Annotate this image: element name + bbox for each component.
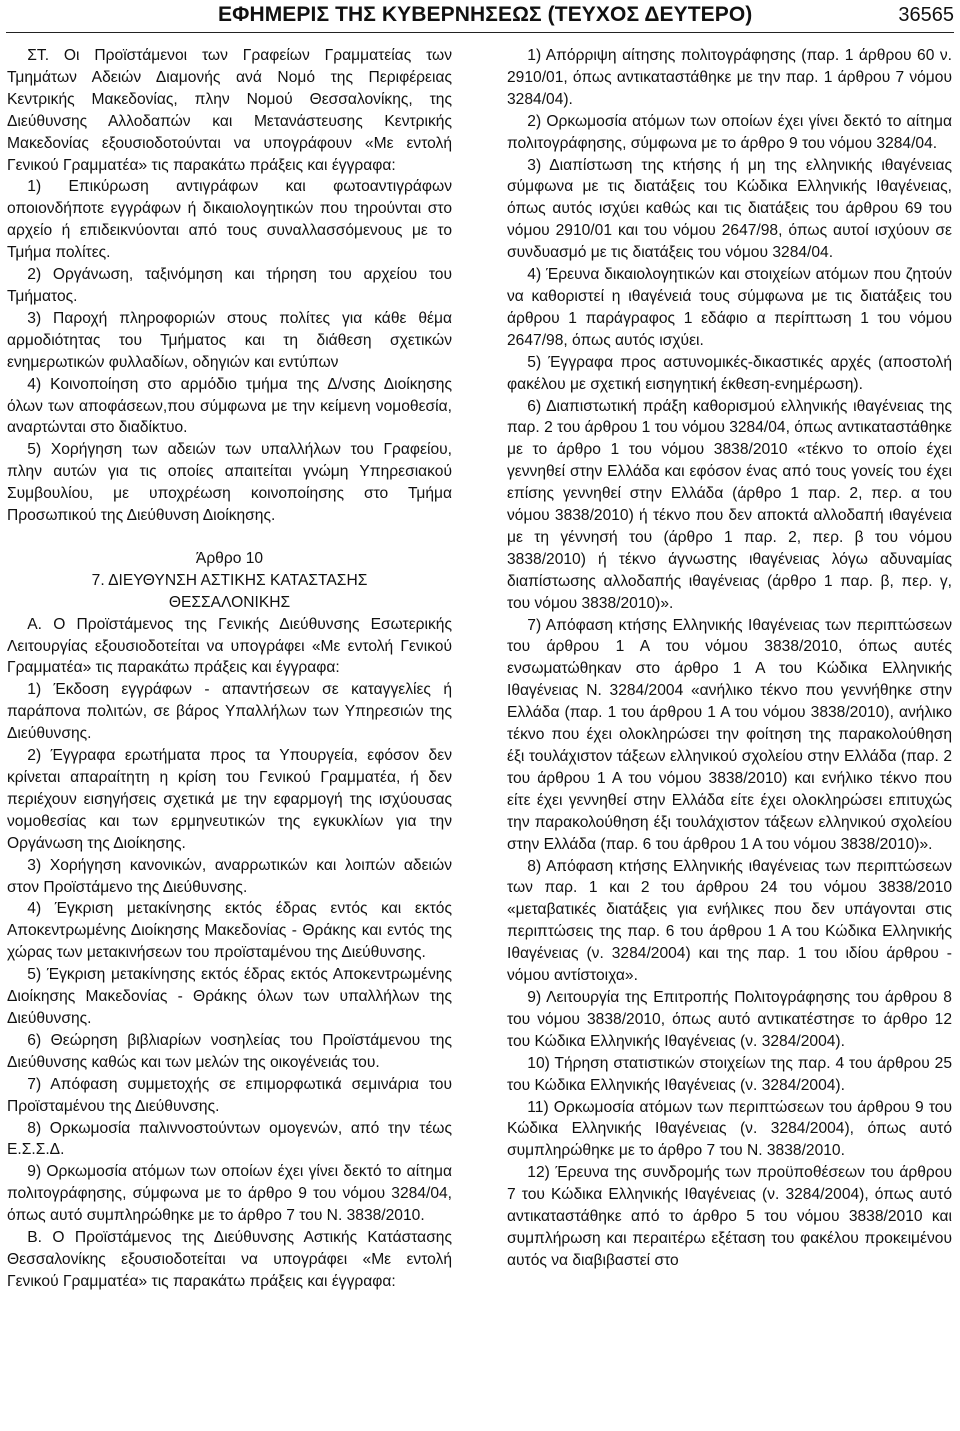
- paragraph: 3) Παροχή πληροφοριών στους πολίτες για κάθε θέμα αρμοδιότητας του Τμήματος και τη διάθεση σχετικών ενημερωτικών φυλλαδίων, οδηγιών και εντύπων: [7, 309, 452, 371]
- paragraph: Β. Ο Προϊστάμενος της Διεύθυνσης Αστικής Κατάστασης Θεσσαλονίκης εξουσιοδοτείται να υπογράφει «Με εντολή Γενικού Γραμματέα» τις παρακάτω πράξεις και έγγραφα:: [7, 1229, 452, 1290]
- paragraph: 9) Λειτουργία της Επιτροπής Πολιτογράφησης του άρθρου 8 του νόμου 3838/2010, όπως αυτό αντικατέστησε το άρθρο 12 του Κώδικα Ελληνικής Ιθαγένειας (ν. 3284/2004).: [507, 988, 952, 1050]
- paragraph: 11) Ορκωμοσία ατόμων των περιπτώσεων του άρθρου 9 του Κώδικα Ελληνικής Ιθαγένειας (ν. 3284/2004), όπως αυτό συμπληρώθηκε με το άρθρο 7 του Ν. 3838/2010.: [507, 1098, 952, 1160]
- page-number: 36565: [898, 4, 954, 26]
- right-column: [507, 45, 952, 1272]
- paragraph: 4) Κοινοποίηση στο αρμόδιο τμήμα της Δ/νσης Διοίκησης όλων των αποφάσεων,που σύμφωνα με την κείμενη νομοθεσία, αναρτώνται στο διαδίκτυο.: [7, 375, 452, 437]
- paragraph: Α. Ο Προϊστάμενος της Γενικής Διεύθυνσης Εσωτερικής Λειτουργίας εξουσιοδοτείται να υπογράφει «Με εντολή Γενικού Γραμματέα» τις παρακάτω πράξεις και έγγραφα:: [7, 615, 452, 677]
- paragraph: 12) Έρευνα της συνδρομής των προϋποθέσεων του άρθρου 7 του Κώδικα Ελληνικής Ιθαγένειας (ν. 3284/2004), όπως αυτό αντικαταστάθηκε από το άρθρο 5 του νόμου 3838/2010 και συμπλήρωση και περαιτέρω εξέταση του φακέλου προκειμένου αυτός να διαβιβαστεί στο: [507, 1164, 952, 1269]
- gazette-title: ΕΦΗΜΕΡΙΣ ΤΗΣ ΚΥΒΕΡΝΗΣΕΩΣ (ΤΕΥΧΟΣ ΔΕΥΤΕΡΟ): [218, 3, 753, 26]
- page-header: [0, 0, 960, 34]
- paragraph: 1) Έκδοση εγγράφων - απαντήσεων σε καταγγελίες ή παράπονα πολιτών, σε βάρος Υπαλλήλων των Υπηρεσιών της Διεύθυνσης.: [7, 681, 452, 743]
- paragraph: ΣΤ. Οι Προϊστάμενοι των Γραφείων Γραμματείας των Τμημάτων Αδειών Διαμονής ανά Νομό της Περιφέρειας Κεντρικής Μακεδονίας, πλην Νομού Θεσσαλονίκης, της Διεύθυνσης Αλλοδαπών και Μετανάστευσης Κεντρικής Μακεδονίας εξουσιοδοτούνται να υπογράφουν «Με εντολή Γενικού Γραμματέα» τις παρακάτω πράξεις και έγγραφα:: [7, 47, 452, 174]
- paragraph: 4) Έρευνα δικαιολογητικών και στοιχείων ατόμων που ζητούν να καθοριστεί η ιθαγένειά τους σύμφωνα με τις διατάξεις του άρθρου 1 παράγραφος 1 εδάφιο α περίπτωση 1 του νόμου 2647/98, όπως αυτός ισχύει.: [507, 266, 952, 349]
- section-title: 7. ΔΙΕΥΘΥΝΣΗ ΑΣΤΙΚΗΣ ΚΑΤΑΣΤΑΣΗΣ: [91, 571, 368, 589]
- paragraph: 6) Διαπιστωτική πράξη καθορισμού ελληνικής ιθαγένειας της παρ. 2 του άρθρου 1 του νόμου 3284/04, όπως αντικαταστάθηκε με το άρθρο 1 του νόμου 3838/2010 «τέκνο το οποίο έχει γεννηθεί στην Ελλάδα και εφόσον ένας από τους γονείς του έχει επίσης γεννηθεί στην Ελλάδα (άρθρο 1 παρ. 2, περ. α του νόμου 3838/2010) ή τέκνο που δεν αποκτά αλλοδαπή ιθαγένεια με τη γέννησή του (άρθρο 1 παρ. 2, περ. β του νόμου 3838/2010) ή τέκνο άγνωστης ιθαγένειας λόγω αδυναμίας διαπίστωσης αλλοδαπής ιθαγένειας (άρθρο 1 παρ. β, περ. γ, του νόμου 3838/2010)».: [507, 397, 952, 612]
- paragraph: 6) Θεώρηση βιβλιαρίων νοσηλείας του Προϊστάμενου της Διεύθυνσης καθώς και των μελών της οικογένειάς του.: [7, 1031, 452, 1071]
- paragraph: 8) Ορκωμοσία παλιννοστούντων ομογενών, από την τέως Ε.Σ.Σ.Δ.: [7, 1119, 452, 1159]
- paragraph: 10) Τήρηση στατιστικών στοιχείων της παρ. 4 του άρθρου 25 του Κώδικα Ελληνικής Ιθαγένειας (ν. 3284/2004).: [507, 1054, 952, 1094]
- paragraph: 5) Χορήγηση των αδειών των υπαλλήλων του Γραφείου, πλην αυτών για τις οποίες απαιτείται γνώμη Υπηρεσιακού Συμβουλίου, με υποχρέωση κοινοποίησης στο Τμήμα Προσωπικού της Διεύθυνση Διοίκησης.: [7, 441, 452, 525]
- header-rule: [6, 32, 954, 33]
- paragraph: 5) Έγκριση μετακίνησης εκτός έδρας εκτός Αποκεντρωμένης Διοίκησης Μακεδονίας - Θράκης όλων των υπαλλήλων της Διεύθυνσης.: [7, 966, 452, 1027]
- article-heading: Άρθρο 10: [195, 549, 264, 567]
- paragraph: 9) Ορκωμοσία ατόμων των οποίων έχει γίνει δεκτό το αίτημα πολιτογράφησης, σύμφωνα με το άρθρο 9 του νόμου 3284/04, όπως αυτό συμπληρώθηκε με το άρθρο 7 του Ν. 3838/2010.: [7, 1163, 452, 1225]
- paragraph: 3) Διαπίστωση της κτήσης ή μη της ελληνικής ιθαγένειας σύμφωνα με τις διατάξεις του Κώδικα Ελληνικής Ιθαγένειας, όπως αυτός ισχύει καθώς και τις διατάξεις του άρθρου 69 του νόμου 2910/01 και του νόμου 2647/98, όπως αυτοί ισχύουν σε συνδυασμό με τις διατάξεις του νόμου 3284/04.: [507, 156, 952, 262]
- paragraph: 5) Έγγραφα προς αστυνομικές-δικαστικές αρχές (αποστολή φακέλου με σχετική εισηγητική έκθεση-ενημέρωση).: [507, 353, 952, 393]
- paragraph: 1) Επικύρωση αντιγράφων και φωτοαντιγράφων οποιονδήποτε εγγράφων ή δικαιολογητικών που τηρούνται στο αρχείο ή επιδεικνύονται από τους συναλλασσόμενους με το Τμήμα πολίτες.: [7, 178, 452, 262]
- left-column: [7, 45, 452, 1293]
- section-title-continued: ΘΕΣΣΑΛΟΝΙΚΗΣ: [168, 593, 291, 611]
- paragraph: 3) Χορήγηση κανονικών, αναρρωτικών και λοιπών αδειών στον Προϊστάμενο της Διεύθυνσης.: [7, 856, 452, 896]
- paragraph: 7) Απόφαση κτήσης Ελληνικής Ιθαγένειας των περιπτώσεων του άρθρου 1 Α του νόμου 3838/2010, όπως αυτές ενσωματώθηκαν στο άρθρο 1 Α του Κώδικα Ελληνικής Ιθαγένειας Ν. 3284/2004 «ανήλικο τέκνο που γεννήθηκε στην Ελλάδα (παρ. 1 του άρθρου 1 Α του νόμου 3838/2010), ανήλικο τέκνο που έχει ολοκληρώσει την φοίτηση της παρακολούθηση έξι τουλάχιστον τάξεων ελληνικού σχολείου στην Ελλάδα (παρ. 2 του άρθρου 1 Α του νόμου 3838/2010) και ενήλικο τέκνο που είτε έχει γεννηθεί στην Ελλάδα είτε έχει ολοκληρώσει επιτυχώς την παρακολούθηση έξι τουλάχιστον τάξεων ελληνικού σχολείου στην Ελλάδα (παρ. 6 του άρθρου 1 Α του νόμου 3838/2010)».: [507, 616, 952, 853]
- paragraph: 2) Οργάνωση, ταξινόμηση και τήρηση του αρχείου του Τμήματος.: [7, 266, 452, 305]
- paragraph: 2) Ορκωμοσία ατόμων των οποίων έχει γίνει δεκτό το αίτημα πολιτογράφησης, σύμφωνα με το άρθρο 9 του νόμου 3284/04.: [507, 112, 952, 152]
- paragraph: 1) Απόρριψη αίτησης πολιτογράφησης (παρ. 1 άρθρου 60 ν. 2910/01, όπως αντικαταστάθηκε με την παρ. 1 άρθρου 7 νόμου 3284/04).: [507, 47, 952, 108]
- paragraph: 2) Έγγραφα ερωτήματα προς τα Υπουργεία, εφόσον δεν κρίνεται απαραίτητη η κρίση του Γενικού Γραμματέα, ή δεν περιέχουν εισηγήσεις σχετικά με την εφαρμογή της ισχύουσας νομοθεσίας και των ερμηνευτικών της εγκυκλίων για την Οργάνωση της Διοίκησης.: [7, 747, 452, 852]
- paragraph: 8) Απόφαση κτήσης Ελληνικής ιθαγένειας των περιπτώσεων των παρ. 1 και 2 του άρθρου 24 του νόμου 3838/2010 «μεταβατικές διατάξεις για ενήλικες που δεν υπάγονται στις περιπτώσεις της παρ. 6 του άρθρου 1 Α του Κώδικα Ελληνικής Ιθαγένειας (ν. 3284/2004) και της παρ. 1 του ιδίου άρθρου - νόμου αντίστοιχα».: [507, 857, 952, 985]
- paragraph: 7) Απόφαση συμμετοχής σε επιμορφωτικά σεμινάρια του Προϊσταμένου της Διεύθυνσης.: [7, 1075, 452, 1115]
- paragraph: 4) Έγκριση μετακίνησης εκτός έδρας εντός και εκτός Αποκεντρωμένης Διοίκησης Μακεδονίας - Θράκης και εντός της χώρας των μετακινήσεων του προϊσταμένου της Διεύθυνσης.: [7, 900, 452, 962]
